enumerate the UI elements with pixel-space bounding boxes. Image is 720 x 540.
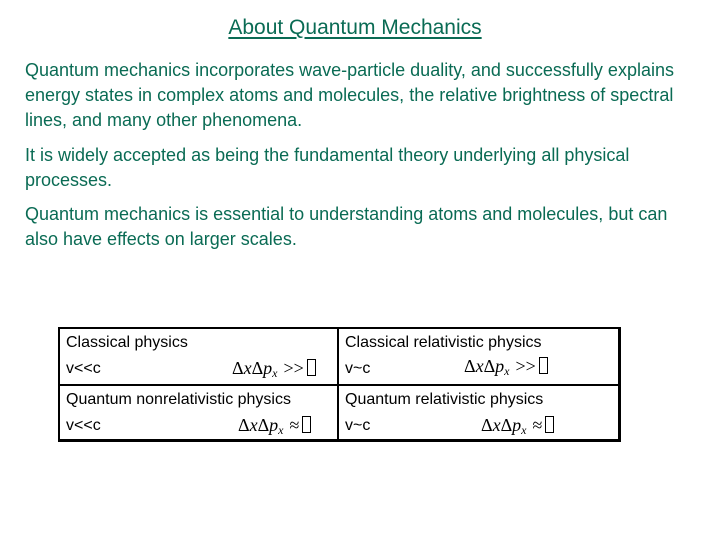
uncertainty-formula: ΔxΔp$_x$ ≈	[481, 415, 554, 438]
cell-quantum-nonrelativistic-physics	[60, 386, 337, 442]
cell-quantum-relativistic-physics	[339, 386, 619, 442]
cell-title: Classical relativistic physics	[345, 334, 542, 351]
paragraph-fundamental-theory: It is widely accepted as being the fundamental theory underlying all physical processes.	[25, 145, 630, 190]
page-title: About Quantum Mechanics	[228, 16, 482, 39]
planck-constant-symbol	[302, 416, 311, 433]
paragraph-wave-particle-duality: Quantum mechanics incorporates wave-particle duality, and successfully explains energy states in complex atoms and molecules, the relative brightness of spectral lines, and many other phenomena.	[25, 60, 674, 130]
planck-constant-symbol	[539, 357, 548, 374]
cell-speed-condition: v~c	[345, 360, 371, 377]
cell-speed-condition: v~c	[345, 417, 371, 434]
planck-constant-symbol	[545, 416, 554, 433]
cell-speed-condition: v<<c	[66, 360, 101, 377]
uncertainty-formula: ΔxΔp$_x$ >>	[232, 358, 316, 381]
cell-title: Classical physics	[66, 334, 188, 351]
cell-speed-condition: v<<c	[66, 417, 101, 434]
uncertainty-formula: ΔxΔp$_x$ ≈	[238, 415, 311, 438]
uncertainty-formula: ΔxΔp$_x$ >>	[464, 356, 548, 379]
cell-title: Quantum relativistic physics	[345, 391, 544, 408]
cell-title: Quantum nonrelativistic physics	[66, 391, 291, 408]
physics-regimes-table	[58, 327, 621, 442]
paragraph-larger-scales: Quantum mechanics is essential to understanding atoms and molecules, but can also have effects on larger scales.	[25, 204, 668, 249]
planck-constant-symbol	[307, 359, 316, 376]
cell-classical-physics	[60, 329, 337, 385]
cell-classical-relativistic-physics	[339, 329, 619, 385]
